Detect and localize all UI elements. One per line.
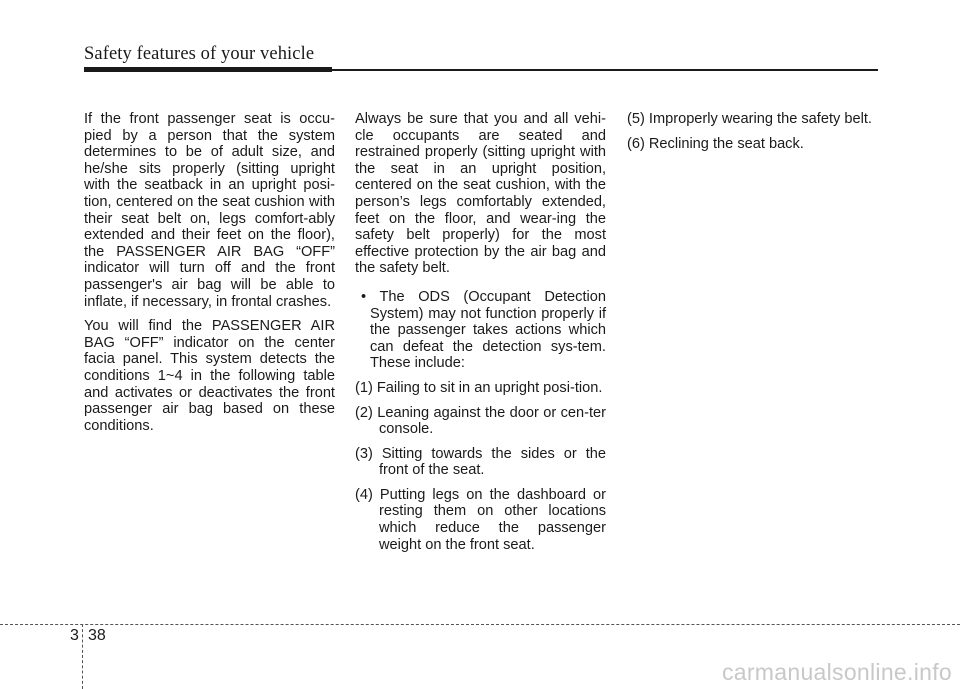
text-column-3: [627, 111, 878, 160]
list-item-1: (1) Failing to sit in an upright posi-tion.: [355, 379, 603, 396]
list-item-3: (3) Sitting towards the sides or the front of the seat.: [355, 445, 606, 479]
footer-rule: [0, 624, 960, 625]
list-item-2: (2) Leaning against the door or cen-ter console.: [355, 404, 606, 438]
header-rule-thick: [84, 67, 332, 72]
bullet-ods-note: • The ODS (Occupant Detection System) may not function properly if the passenger takes actions which can defeat the detection sys-tem. These include:: [361, 288, 606, 372]
list-item-5: (5) Improperly wearing the safety belt.: [627, 111, 872, 127]
paragraph-adult-occupant: If the front passenger seat is occu-pied by a person that the system determines to be of adult size, and he/she sits properly (sitting upright with the seatback in an upright posi-tion, centered on the seat cushion with their seat belt on, legs comfort-ably extended and their feet on the floor), the PASSENGER AIR BAG “OFF” indicator will turn off and the front passenger's air bag will be able to inflate, if necessary, in frontal crashes.: [84, 111, 335, 310]
footer-divider: [82, 624, 83, 689]
page-number: 38: [88, 627, 106, 644]
list-item-6: (6) Reclining the seat back.: [627, 135, 804, 152]
chapter-number: 3: [70, 627, 79, 644]
header-rule-thin: [332, 69, 878, 71]
text-column-1: [84, 111, 335, 442]
text-column-2: [355, 111, 606, 561]
watermark: carmanualsonline.info: [721, 659, 952, 685]
paragraph-indicator-location: You will find the PASSENGER AIR BAG “OFF” indicator on the center facia panel. This system detects the conditions 1~4 in the following table and activates or deactivates the front passenger air bag based on these conditions.: [84, 318, 335, 434]
paragraph-seating-advice: Always be sure that you and all vehi-cle occupants are seated and restrained properly (sitting upright with the seat in an upright position, centered on the seat cushion, with the person’s legs comfortably extended, feet on the floor, and wear-ing the safety belt properly) for the most effective protection by the air bag and the safety belt.: [355, 111, 606, 277]
list-item-4: (4) Putting legs on the dashboard or resting them on other locations which reduce the passenger weight on the front seat.: [355, 486, 606, 553]
page-header-title: Safety features of your vehicle: [84, 44, 315, 64]
